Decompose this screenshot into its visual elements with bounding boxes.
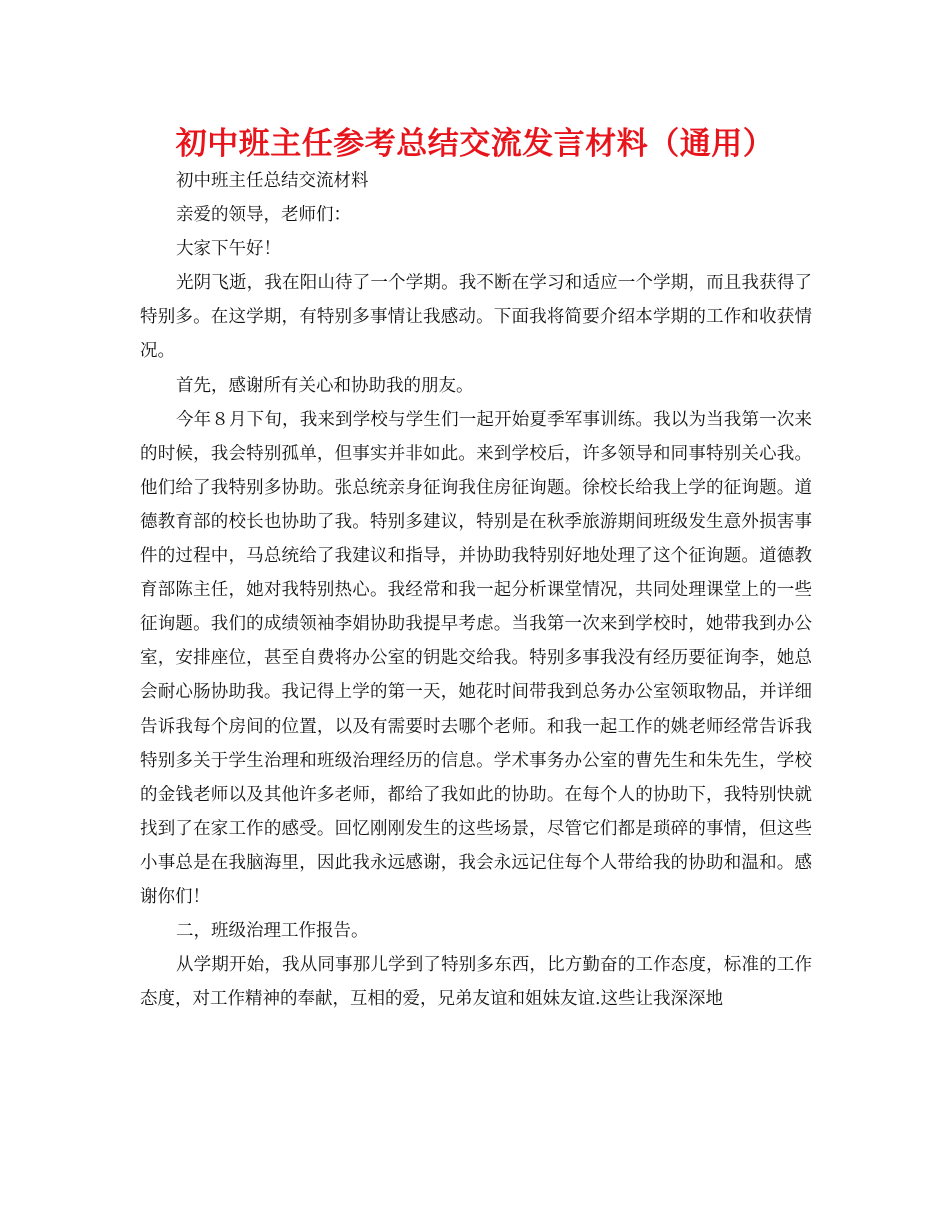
document-body (140, 164, 812, 1016)
greeting-paragraph: 大家下午好！ (176, 239, 281, 260)
subtitle-paragraph: 初中班主任总结交流材料 (176, 171, 369, 191)
salutation-paragraph: 亲爱的领导，老师们： (176, 205, 351, 226)
section-heading-paragraph: 二，班级治理工作报告。 (176, 921, 369, 942)
body-paragraph: 今年８月下旬，我来到学校与学生们一起开始夏季军事训练。我以为当我第一次来的时候，我会特别孤单，但事实并非如此。来到学校后，许多领导和同事特别关心我。他们给了我特别多协助。张总统亲身征询我住房征询题。徐校长给我上学的征询题。道德教育部的校长也协助了我。特别多建议，特别是在秋季旅游期间班级发生意外损害事件的过程中，马总统给了我建议和指导，并协助我特别好地处理了这个征询题。道德教育部陈主任，她对我特别热心。我经常和我一起分析课堂情况，共同处理课堂上的一些征询题。我们的成绩领袖李娟协助我提早考虑。当我第一次来到学校时，她带我到办公室，安排座位，甚至自费将办公室的钥匙交给我。特别多事我没有经历要征询李，她总会耐心肠协助我。我记得上学的第一天，她花时间带我到总务办公室领取物品，并详细告诉我每个房间的位置，以及有需要时去哪个老师。和我一起工作的姚老师经常告诉我特别多关于学生治理和班级治理经历的信息。学术事务办公室的曹先生和朱先生，学校的金钱老师以及其他许多老师，都给了我如此的协助。在每个人的协助下，我特别快就找到了在家工作的感受。回忆刚刚发生的这些场景，尽管它们都是琐碎的事情，但这些小事总是在我脑海里，因此我永远感谢，我会永远记住每个人带给我的协助和温和。感谢你们！ (140, 409, 812, 907)
body-paragraph: 从学期开始，我从同事那儿学到了特别多东西，比方勤奋的工作态度，标准的工作态度，对工作精神的奉献，互相的爱，兄弟友谊和姐妹友谊.这些让我深深地 (140, 955, 812, 1010)
document-title: 初中班主任参考总结交流发言材料（通用） (175, 126, 775, 162)
body-paragraph: 光阴飞逝，我在阳山待了一个学期。我不断在学习和适应一个学期，而且我获得了特别多。在这学期，有特别多事情让我感动。下面我将简要介绍本学期的工作和收获情况。 (140, 273, 812, 362)
body-paragraph: 首先，感谢所有关心和协助我的朋友。 (176, 375, 474, 396)
